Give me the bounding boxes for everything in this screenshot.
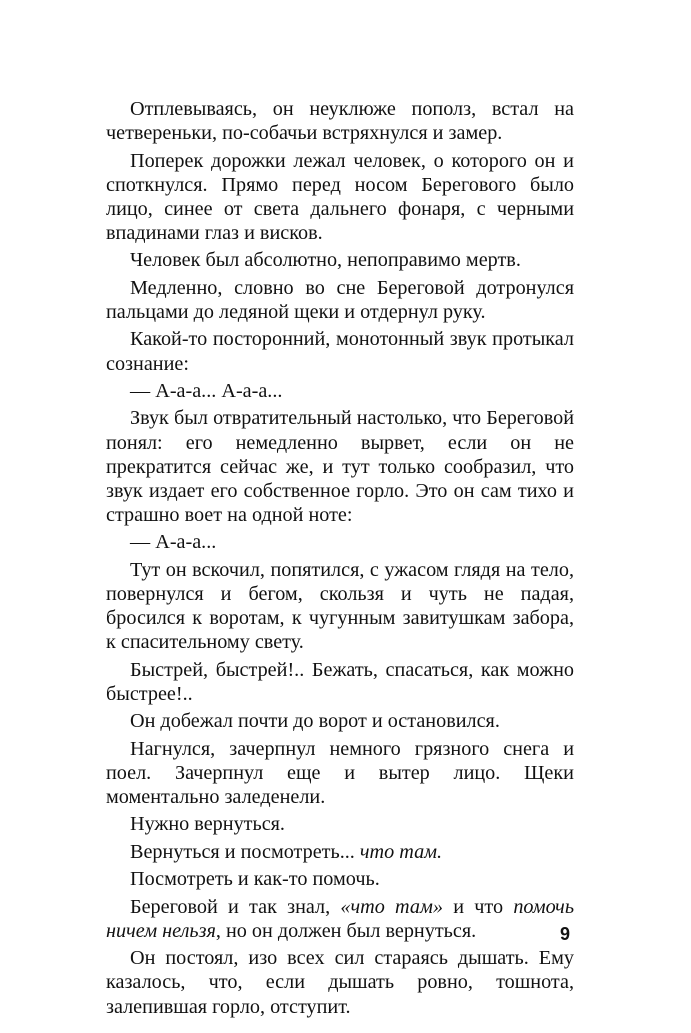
paragraph xyxy=(106,737,574,809)
paragraph xyxy=(106,327,574,375)
text-run: Поперек дорожки лежал человек, о которого он и споткнулся. Прямо перед носом Берегового было лицо, синее от света дальнего фонаря, с черными впадинами глаз и висков. xyxy=(106,149,574,244)
text-run: , но он должен был вернуться. xyxy=(215,919,477,942)
paragraph xyxy=(106,812,574,836)
paragraph xyxy=(106,840,574,864)
text-run: Отплевываясь, он неуклюже пополз, встал на четвереньки, по-собачьи встряхнулся и замер. xyxy=(106,98,574,145)
text-run: Он постоял, изо всех сил стараясь дышать. Ему казалось, что, если дышать ровно, тошнота, залепившая горло, отступит. xyxy=(106,947,574,1018)
paragraph xyxy=(106,946,574,1018)
text-run: Тут он вскочил, попятился, с ужасом глядя на тело, повернулся и бегом, скользя и чуть не падая, бросился к воротам, к чугунным завитушкам забора, к спасительному свету. xyxy=(106,558,574,654)
paragraph xyxy=(106,406,574,526)
text-run: Нагнулся, зачерпнул немного грязного снега и поел. Зачерпнул еще и вытер лицо. Щеки моментально заледенели. xyxy=(106,737,574,808)
paragraph xyxy=(106,379,574,403)
paragraph xyxy=(106,276,574,324)
paragraph xyxy=(106,149,574,245)
paragraph xyxy=(106,658,574,706)
text-run: Он добежал почти до ворот и остановился. xyxy=(130,710,500,733)
body-text xyxy=(106,97,574,1022)
text-run: — А-а-а... А-а-а... xyxy=(130,379,283,402)
paragraph xyxy=(106,248,574,272)
text-run: Человек был абсолютно, непоправимо мертв. xyxy=(130,249,521,272)
text-run: Нужно вернуться. xyxy=(130,813,285,836)
text-run: и что xyxy=(442,895,514,918)
text-run: Береговой и так знал, xyxy=(130,895,341,918)
paragraph xyxy=(106,867,574,891)
paragraph xyxy=(106,97,574,145)
paragraph xyxy=(106,530,574,554)
italic-text: помочь ничем нельзя xyxy=(106,895,575,942)
paragraph xyxy=(106,558,574,654)
paragraph xyxy=(106,709,574,733)
text-run: — А-а-а... xyxy=(130,531,217,554)
italic-text: что там. xyxy=(359,840,443,863)
italic-text: «что там» xyxy=(340,895,443,918)
text-run: Быстрей, быстрей!.. Бежать, спасаться, как можно быстрее!.. xyxy=(106,658,574,705)
text-run: Посмотреть и как-то помочь. xyxy=(130,868,380,891)
paragraph xyxy=(106,895,574,943)
page-number: 9 xyxy=(560,924,571,944)
text-run: Какой-то посторонний, монотонный звук протыкал сознание: xyxy=(106,328,574,375)
text-run: Вернуться и посмотреть... xyxy=(130,840,360,863)
text-run: Медленно, словно во сне Береговой дотронулся пальцами до ледяной щеки и отдернул руку. xyxy=(106,276,574,323)
text-run: Звук был отвратительный настолько, что Береговой понял: его немедленно вырвет, если он не прекратится сейчас же, и тут только сообразил, что звук издает его собственное горло. Это он сам тихо и страшно воет на одной ноте: xyxy=(106,407,574,526)
